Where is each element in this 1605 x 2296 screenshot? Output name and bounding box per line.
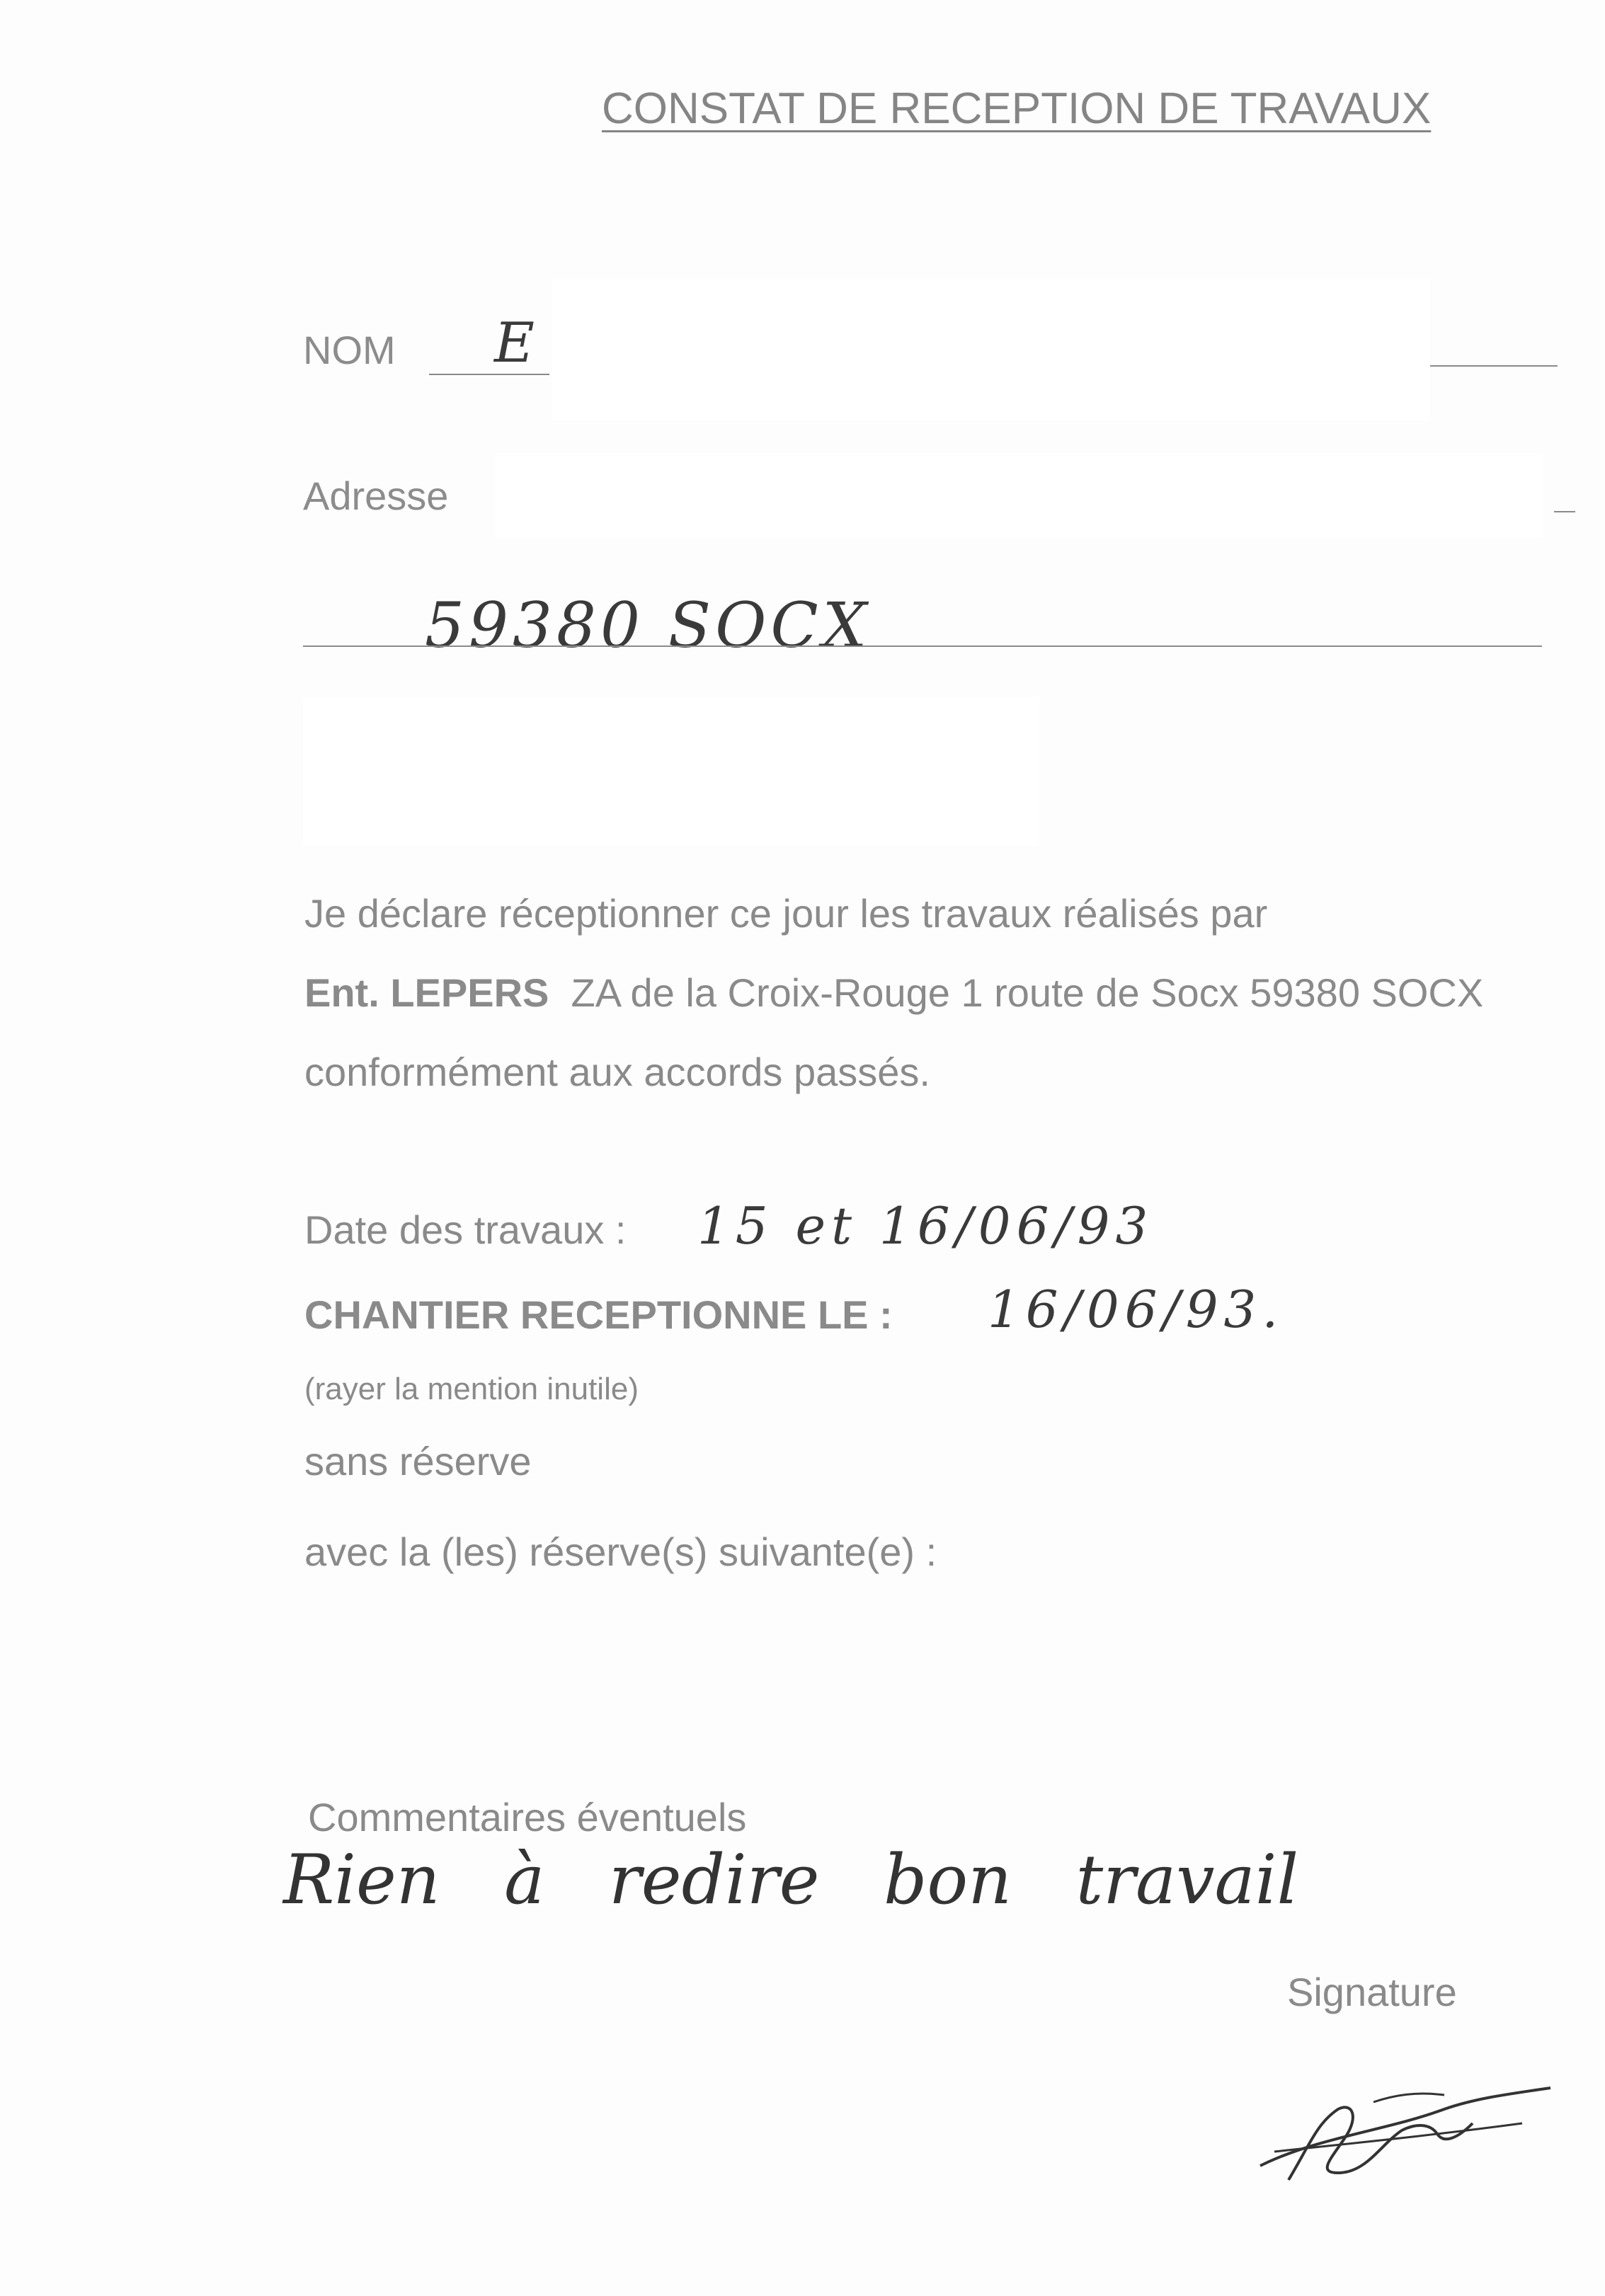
nom-underline-end bbox=[1430, 365, 1558, 367]
document-title: CONSTAT DE RECEPTION DE TRAVAUX bbox=[602, 84, 1432, 133]
chantier-label: CHANTIER RECEPTIONNE LE : bbox=[304, 1292, 893, 1337]
company-address: ZA de la Croix-Rouge 1 route de Socx 59380 SOCX bbox=[571, 970, 1484, 1015]
redacted-name-area bbox=[552, 280, 1430, 421]
nom-value: E bbox=[494, 311, 535, 375]
comments-value: Rien à redire bon travail bbox=[283, 1840, 1299, 1919]
declaration-line3: conformément aux accords passés. bbox=[304, 1050, 930, 1094]
adresse-underline-end bbox=[1554, 511, 1575, 512]
nom-label: NOM bbox=[303, 328, 396, 372]
date-label: Date des travaux : bbox=[304, 1207, 627, 1252]
company-name: Ent. LEPERS bbox=[304, 970, 549, 1015]
adresse-label: Adresse bbox=[303, 473, 449, 518]
adresse-value: 59380 SOCX bbox=[425, 589, 872, 662]
declaration-line2 bbox=[304, 970, 1483, 1016]
signature-mark bbox=[1232, 2053, 1572, 2194]
redacted-address-area bbox=[496, 453, 1543, 538]
adresse-underline bbox=[303, 645, 1542, 647]
date-value: 15 et 16/06/93 bbox=[697, 1196, 1154, 1256]
option-avec-reserve: avec la (les) réserve(s) suivante(e) : bbox=[304, 1529, 937, 1574]
redacted-block bbox=[303, 697, 1039, 846]
chantier-value: 16/06/93. bbox=[988, 1280, 1284, 1339]
comments-label: Commentaires éventuels bbox=[308, 1795, 747, 1839]
declaration-line1: Je déclare réceptionner ce jour les travaux réalisés par bbox=[304, 891, 1268, 936]
rayer-note: (rayer la mention inutile) bbox=[304, 1372, 639, 1406]
option-sans-reserve: sans réserve bbox=[304, 1439, 532, 1483]
signature-label: Signature bbox=[1287, 1970, 1457, 2014]
